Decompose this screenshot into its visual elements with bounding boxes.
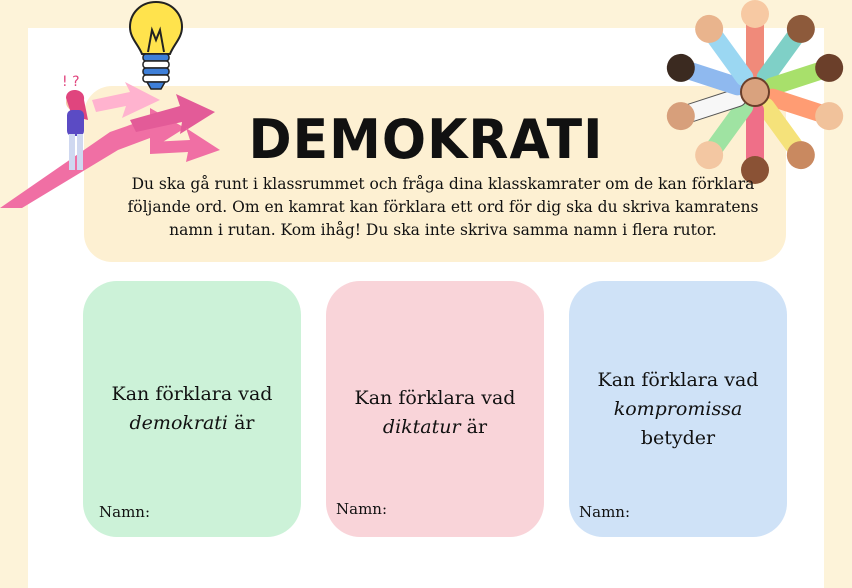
name-label: Namn: [99, 503, 151, 521]
card-prompt: Kan förklara vad demokrati är [111, 383, 273, 434]
page-title: DEMOKRATI [248, 108, 604, 172]
card-prompt: Kan förklara vad kompromissa betyder [597, 369, 759, 449]
svg-text:! ?: ! ? [62, 74, 80, 90]
name-label: Namn: [579, 503, 631, 521]
card-diktatur[interactable] [326, 281, 544, 537]
name-label: Namn: [336, 500, 388, 518]
card-keyword: kompromissa [613, 398, 743, 420]
instructions-text: Du ska gå runt i klassrummet och fråga dina klasskamrater om de kan förklara följande ord. Om en kamrat kan förklara ett ord för dig ska du skriva kamratens namn i rutan. Kom ihåg! Du ska inte skriva samma namn i flera rutor. [127, 175, 759, 239]
card-demokrati[interactable] [83, 281, 301, 537]
card-keyword: demokrati [129, 412, 229, 434]
card-kompromissa[interactable] [569, 281, 787, 537]
card-keyword: diktatur [382, 416, 461, 438]
card-prompt: Kan förklara vad diktatur är [354, 387, 516, 438]
